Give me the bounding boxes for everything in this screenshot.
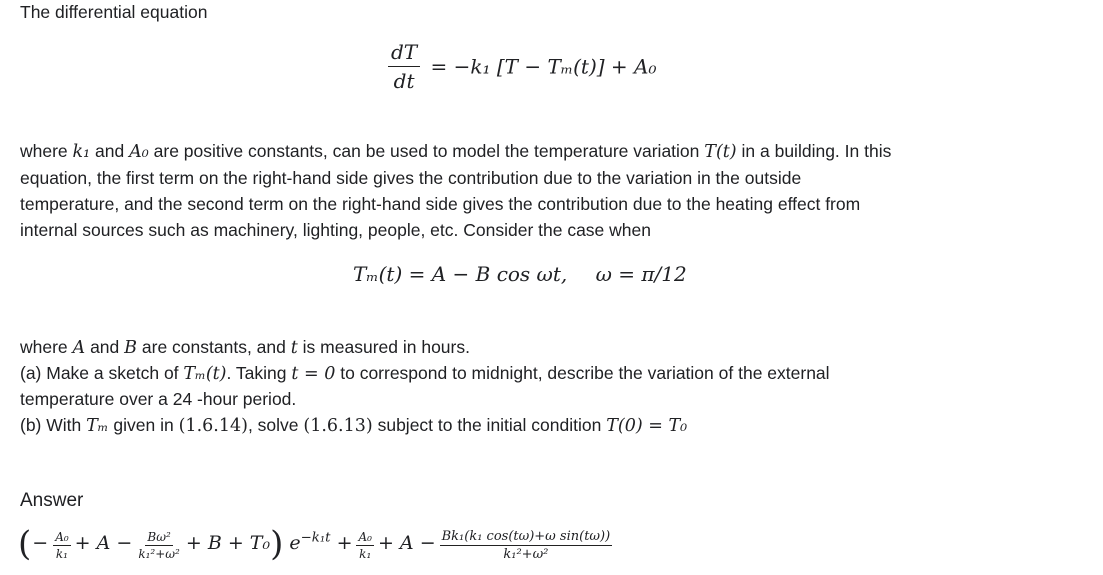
math-t-equals-0: t = 0 — [291, 364, 336, 384]
answer-term: + A − — [74, 532, 133, 554]
math-B: B — [124, 338, 138, 358]
exponent: −k₁t — [300, 530, 331, 546]
part-b-line — [20, 415, 687, 436]
equation-1614 — [353, 262, 687, 286]
math-Tm: Tₘ — [86, 416, 109, 436]
numerator: A₀ — [55, 530, 69, 544]
denominator: k₁²+ω² — [503, 547, 549, 562]
minus-sign: − — [32, 532, 49, 554]
answer-term: + — [336, 532, 353, 554]
text: (b) With — [20, 415, 82, 435]
initial-condition: T(0) = T₀ — [606, 416, 688, 436]
paragraph-1-line-1 — [20, 141, 891, 162]
text: where — [20, 337, 68, 357]
math-A0: A₀ — [129, 142, 149, 162]
open-paren: ( — [18, 524, 32, 564]
equation-1614-lhs: Tₘ(t) = A − B cos ωt, — [353, 262, 568, 286]
text: is measured in hours. — [302, 337, 470, 357]
close-paren: ) — [270, 524, 284, 564]
fraction-A0-over-k1-2 — [356, 530, 373, 561]
text: are constants, and — [141, 337, 286, 357]
answer-term: + A − — [377, 532, 436, 554]
text: . Taking — [226, 363, 287, 383]
text: where — [20, 141, 68, 161]
paragraph-1-line-4: internal sources such as machinery, lighting, people, etc. Consider the case when — [20, 220, 651, 240]
numerator: Bk₁(k₁ cos(tω)+ω sin(tω)) — [441, 529, 611, 544]
intro-text: The differential equation — [20, 2, 208, 22]
fraction-Bomega2 — [136, 530, 182, 561]
text: to correspond to midnight, describe the variation of the external — [340, 363, 830, 383]
text: , solve — [247, 415, 299, 435]
text: in a building. In this — [741, 141, 892, 161]
paragraph-1-line-2: equation, the first term on the right-hand side gives the contribution due to the variation in the outside — [20, 168, 802, 188]
paragraph-1-line-3: temperature, and the second term on the right-hand side gives the contribution due to the heating effect from — [20, 194, 861, 214]
math-t: t — [290, 338, 298, 358]
derivative-fraction — [388, 40, 420, 93]
math-T-of-t: T(t) — [704, 142, 737, 162]
derivative-denominator: dt — [393, 69, 415, 93]
part-a-line-1 — [20, 363, 830, 384]
fraction-oscillating-term — [440, 529, 613, 562]
equation-1613-rhs: = −k₁ [T − Tₘ(t)] + A₀ — [430, 54, 657, 79]
denominator: k₁ — [55, 547, 68, 561]
math-Tm-of-t: Tₘ(t) — [183, 364, 227, 384]
numerator: Bω² — [147, 530, 171, 544]
math-k1: k₁ — [72, 142, 91, 162]
answer-heading: Answer — [20, 490, 84, 511]
equation-1613 — [384, 40, 656, 93]
answer-expression — [18, 524, 616, 564]
answer-term: + B + T₀ — [185, 532, 271, 554]
fraction-A0-over-k1 — [53, 530, 70, 561]
part-a-line-2: temperature over a 24 -hour period. — [20, 389, 297, 409]
math-A: A — [72, 338, 86, 358]
equation-ref-1614: (1.6.14) — [178, 416, 248, 436]
text: are positive constants, can be used to model the temperature variation — [153, 141, 700, 161]
denominator: k₁ — [359, 547, 372, 561]
text: and — [95, 141, 125, 161]
omega-definition: ω = π/12 — [595, 262, 687, 286]
equation-ref-1613: (1.6.13) — [303, 416, 373, 436]
text: subject to the initial condition — [377, 415, 602, 435]
exp-base: e — [289, 532, 301, 554]
text: and — [90, 337, 120, 357]
derivative-numerator: dT — [388, 40, 420, 67]
denominator: k₁²+ω² — [138, 547, 180, 561]
text: given in — [113, 415, 174, 435]
numerator: A₀ — [358, 530, 372, 544]
paragraph-2-line-1 — [20, 337, 470, 358]
text: (a) Make a sketch of — [20, 363, 179, 383]
